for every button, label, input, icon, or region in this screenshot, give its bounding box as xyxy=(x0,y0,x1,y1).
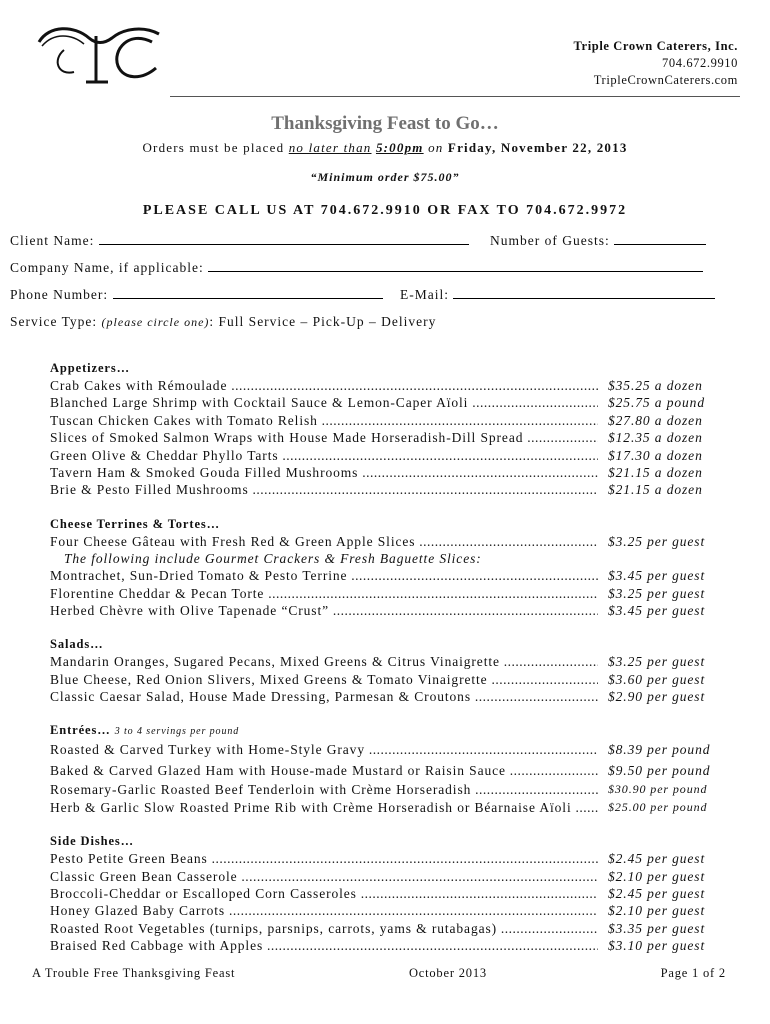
menu-item-name: Slices of Smoked Salmon Wraps with House Made Horseradish-Dill Spread ..... xyxy=(50,429,598,446)
page-title: Thanksgiving Feast to Go… xyxy=(271,113,499,134)
menu-row xyxy=(50,394,720,411)
page-footer xyxy=(32,966,726,981)
client-name-field[interactable] xyxy=(99,233,469,245)
guests-row xyxy=(490,233,706,249)
num-guests-field[interactable] xyxy=(614,233,706,245)
menu-item-name: Herb & Garlic Slow Roasted Prime Rib with Crème Horseradish or Béarnaise Aïoli ..... xyxy=(50,799,598,816)
entrees-title: Entrées… xyxy=(50,723,111,738)
menu-item-price: $3.45 per guest xyxy=(608,568,706,584)
menu-item-price: $25.00 per pound xyxy=(608,799,708,814)
menu-item-price: $3.25 per guest xyxy=(608,654,706,670)
menu-item-name: Baked & Carved Glazed Ham with House-made Mustard or Raisin Sauce ..... xyxy=(50,760,598,781)
menu-item-name: Tuscan Chicken Cakes with Tomato Relish ..... xyxy=(50,412,598,429)
client-name-label: Client Name: xyxy=(10,233,95,248)
menu-item-price: $3.60 per guest xyxy=(608,671,706,687)
company-name-label: Company Name, if applicable: xyxy=(10,260,204,275)
menu-row xyxy=(50,585,720,602)
minimum-order: “Minimum order $75.00” xyxy=(310,170,460,184)
service-type-row: Service Type: (please circle one): Full Service – Pick-Up – Delivery xyxy=(10,314,437,329)
menu-item-price: $25.75 a pound xyxy=(608,395,705,411)
menu-row xyxy=(50,653,720,670)
company-phone: 704.672.9910 xyxy=(662,56,738,70)
menu-row xyxy=(50,902,720,919)
entrees-note: 3 to 4 servings per pound xyxy=(114,726,240,738)
phone-row xyxy=(10,287,383,303)
menu-item-price: $21.15 a dozen xyxy=(608,464,703,480)
footer-page: Page 1 of 2 xyxy=(660,966,726,980)
menu-row xyxy=(50,920,720,937)
phone-number-field[interactable] xyxy=(113,287,383,299)
service-type-hint: (please circle one) xyxy=(101,315,210,329)
menu-item-name: Four Cheese Gâteau with Fresh Red & Green Apple Slices ..... xyxy=(50,533,598,550)
footer-left: A Trouble Free Thanksgiving Feast xyxy=(32,966,236,980)
menu-item-price: $2.10 per guest xyxy=(608,903,706,919)
section-title-entrees xyxy=(50,722,720,739)
menu-row xyxy=(50,429,720,446)
section-title-cheese: Cheese Terrines & Tortes… xyxy=(50,516,221,531)
company-info xyxy=(574,38,738,89)
menu-row xyxy=(50,533,720,550)
footer-center: October 2013 xyxy=(408,966,487,980)
menu-item-name: Pesto Petite Green Beans ..... xyxy=(50,850,598,867)
menu-row xyxy=(50,688,720,705)
menu-item-name: Tavern Ham & Smoked Gouda Filled Mushrooms ..... xyxy=(50,464,598,481)
menu-row xyxy=(50,739,720,760)
company-name-row xyxy=(10,260,703,276)
menu-item-name: Classic Caesar Salad, House Made Dressing, Parmesan & Croutons ..... xyxy=(50,688,598,705)
menu-item-price: $30.90 per pound xyxy=(608,782,708,797)
menu-item-price: $17.30 a dozen xyxy=(608,447,703,463)
menu-row xyxy=(50,447,720,464)
menu-item-name: Roasted & Carved Turkey with Home-Style Gravy ..... xyxy=(50,739,598,760)
menu-item-name: Blue Cheese, Red Onion Slivers, Mixed Greens & Tomato Vinaigrette ..... xyxy=(50,671,598,688)
menu-item-name: Roasted Root Vegetables (turnips, parsnips, carrots, yams & rutabagas) ..... xyxy=(50,920,598,937)
menu-row xyxy=(50,567,720,584)
menu-row xyxy=(50,602,720,619)
menu-item-name: Honey Glazed Baby Carrots ..... xyxy=(50,902,598,919)
menu-item-price: $3.45 per guest xyxy=(608,602,706,618)
menu-row xyxy=(50,481,720,498)
menu-item-price: $27.80 a dozen xyxy=(608,412,703,428)
menu-item-name: Rosemary-Garlic Roasted Beef Tenderloin with Crème Horseradish ..... xyxy=(50,781,598,798)
deadline-prefix: Orders must be placed xyxy=(142,140,285,155)
call-fax-line: PLEASE CALL US AT 704.672.9910 OR FAX TO 704.672.9972 xyxy=(142,203,628,218)
deadline-time: 5:00pm xyxy=(375,140,424,155)
section-title-salads: Salads… xyxy=(50,637,104,652)
num-guests-label: Number of Guests: xyxy=(490,233,610,248)
menu-item-price: $3.35 per guest xyxy=(608,920,706,936)
menu-item-name: Green Olive & Cheddar Phyllo Tarts ..... xyxy=(50,447,598,464)
menu xyxy=(50,360,720,955)
menu-item-price: $2.45 per guest xyxy=(608,851,706,867)
menu-item-price: $35.25 a dozen xyxy=(608,377,703,393)
service-type-options[interactable]: Full Service – Pick-Up – Delivery xyxy=(218,314,437,329)
deadline-on: on xyxy=(428,140,444,155)
menu-item-name: Mandarin Oranges, Sugared Pecans, Mixed Greens & Citrus Vinaigrette ..... xyxy=(50,653,598,670)
menu-row xyxy=(50,464,720,481)
menu-row xyxy=(50,937,720,954)
menu-row xyxy=(50,799,720,816)
menu-item-name: Braised Red Cabbage with Apples ..... xyxy=(50,937,598,954)
client-name-row xyxy=(10,233,469,249)
menu-item-name: Crab Cakes with Rémoulade ..... xyxy=(50,377,598,394)
menu-item-price: $3.25 per guest xyxy=(608,585,706,601)
menu-item-price: $8.39 per pound xyxy=(608,742,711,758)
section-title-sides: Side Dishes… xyxy=(50,834,135,849)
menu-item-name: Brie & Pesto Filled Mushrooms ..... xyxy=(50,481,598,498)
email-row xyxy=(400,287,715,303)
email-field[interactable] xyxy=(453,287,715,299)
menu-item-price: $21.15 a dozen xyxy=(608,482,703,498)
menu-row xyxy=(50,377,720,394)
company-name: Triple Crown Caterers, Inc. xyxy=(573,39,738,53)
menu-item-name: Montrachet, Sun-Dried Tomato & Pesto Terrine ..... xyxy=(50,567,598,584)
deadline-date: Friday, November 22, 2013 xyxy=(447,140,628,155)
menu-row xyxy=(50,885,720,902)
menu-item-price: $9.50 per pound xyxy=(608,763,711,779)
menu-item-name: Blanched Large Shrimp with Cocktail Sauce & Lemon-Caper Aïoli ..... xyxy=(50,394,598,411)
company-logo xyxy=(34,20,164,90)
header-rule xyxy=(170,96,740,97)
cheese-note: The following include Gourmet Crackers & Fresh Baguette Slices: xyxy=(64,551,482,567)
menu-item-name: Florentine Cheddar & Pecan Torte ..... xyxy=(50,585,598,602)
company-website: TripleCrownCaterers.com xyxy=(593,73,738,87)
menu-item-name: Broccoli-Cheddar or Escalloped Corn Casseroles ..... xyxy=(50,885,598,902)
menu-item-price: $3.10 per guest xyxy=(608,938,706,954)
menu-item-price: $2.10 per guest xyxy=(608,868,706,884)
deadline-underlined: no later than xyxy=(288,140,372,155)
email-label: E-Mail: xyxy=(400,287,449,302)
menu-row xyxy=(50,671,720,688)
menu-item-name: Herbed Chèvre with Olive Tapenade “Crust” ..... xyxy=(50,602,598,619)
menu-row xyxy=(50,760,720,781)
order-deadline xyxy=(0,140,770,156)
menu-item-price: $12.35 a dozen xyxy=(608,430,703,446)
section-title-appetizers: Appetizers… xyxy=(50,361,131,375)
menu-row xyxy=(50,781,720,798)
menu-item-price: $3.25 per guest xyxy=(608,533,706,549)
menu-row xyxy=(50,412,720,429)
service-type-label: Service Type: xyxy=(10,314,98,329)
phone-number-label: Phone Number: xyxy=(10,287,109,302)
menu-row xyxy=(50,850,720,867)
menu-item-price: $2.45 per guest xyxy=(608,886,706,902)
menu-item-name: Classic Green Bean Casserole ..... xyxy=(50,868,598,885)
menu-row xyxy=(50,868,720,885)
company-name-field[interactable] xyxy=(208,260,703,272)
menu-item-price: $2.90 per guest xyxy=(608,689,706,705)
